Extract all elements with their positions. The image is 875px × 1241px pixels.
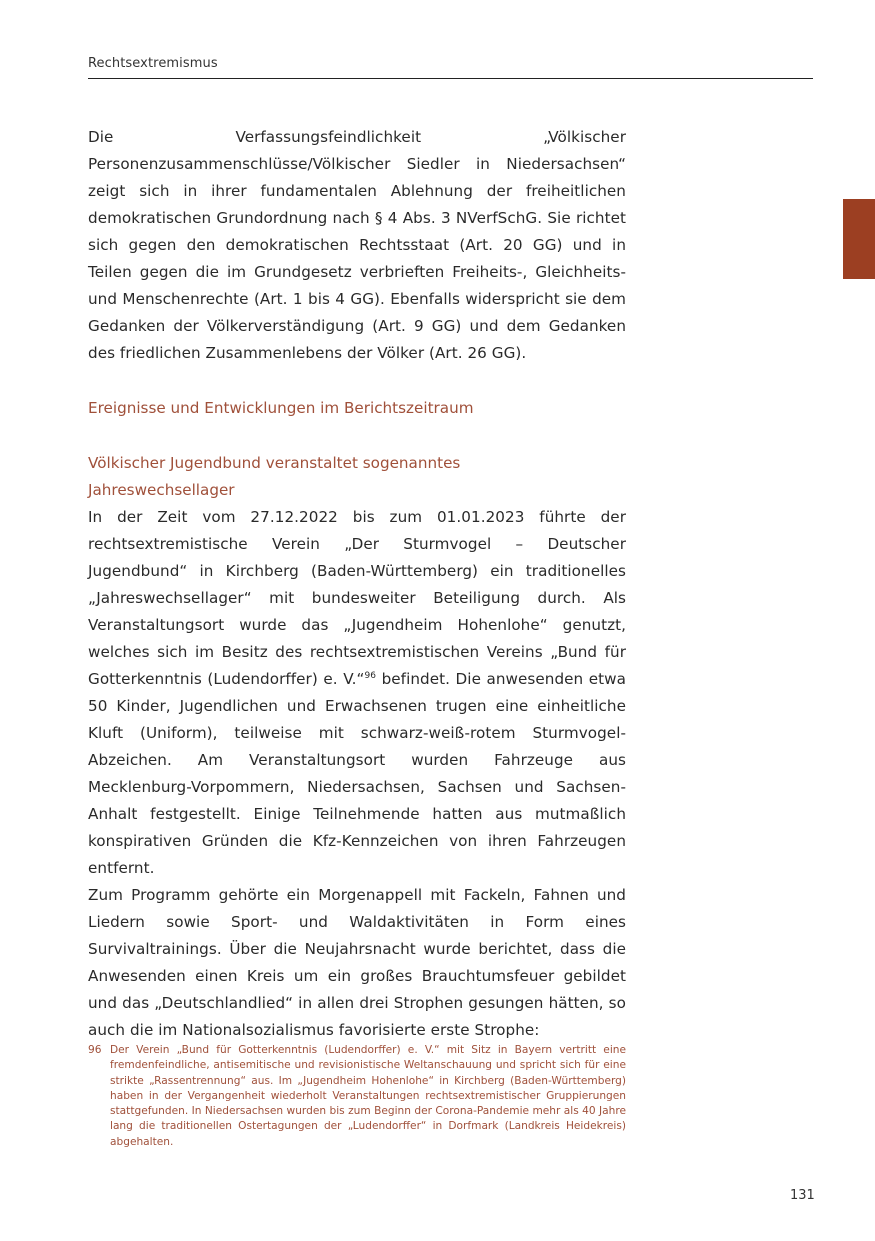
footnote-reference[interactable]: 96: [364, 671, 377, 681]
section-heading-block: [88, 395, 626, 422]
article-paragraph-2: Zum Programm gehörte ein Morgenappell mit Fackeln, Fahnen und Liedern sowie Sport- und Waldaktivitäten in Form eines Survivaltrainings. Über die Neujahrsnacht wurde berichtet, dass die Anwesenden einen Kreis um ein großes Brauchtumsfeuer gebildet und das „Deutschlandlied“ in allen drei Strophen gesungen hätten, so auch die im Nationalsozialismus favorisierte erste Strophe:: [88, 886, 626, 1039]
article-subheading-line1: Völkischer Jugendbund veranstaltet sogenanntes: [88, 454, 461, 472]
intro-block: [88, 124, 626, 367]
footnote-text: Der Verein „Bund für Gotterkenntnis (Ludendorffer) e. V.“ mit Sitz in Bayern vertritt eine fremdenfeindliche, antisemitische und revisionistische Weltanschauung und spricht sich für eine strikte „Rassentrennung“ aus. Im „Jugendheim Hohenlohe“ in Kirchberg (Baden-Württemberg) haben in der Vergangenheit wiederholt Veranstaltungen rechtsextremistischer Gruppierungen stattgefunden. In Niedersachsen wurden bis zum Beginn der Corona-Pandemie mehr als 40 Jahre lang die traditionellen Ostertagungen der „Ludendorffer“ in Dorfmark (Landkreis Heidekreis) abgehalten.: [110, 1044, 626, 1148]
section-heading: Ereignisse und Entwicklungen im Berichtszeitraum: [88, 399, 474, 417]
header-rule: [88, 78, 813, 79]
article-subheading-line2: Jahreswechsellager: [88, 481, 235, 499]
article-block: [88, 450, 626, 1044]
paragraph-1-text-a: In der Zeit vom 27.12.2022 bis zum 01.01.2023 führte der rechtsextremistische Verein „Der Sturmvogel – Deutscher Jugendbund“ in Kirchberg (Baden-Württemberg) ein traditionelles „Jahreswechsellager“ mit bundesweiter Beteiligung durch. Als Veranstaltungsort wurde das „Jugendheim Hohenlohe“ genutzt, welches sich im Besitz des rechtsextremistischen Vereins „Bund für Gotterkenntnis (Ludendorffer) e. V.“: [88, 508, 626, 688]
chapter-side-tab: [843, 199, 875, 279]
paragraph-1-text-b: befindet. Die anwesenden etwa 50 Kinder, Jugendlichen und Erwachsenen trugen eine einheitliche Kluft (Uniform), teilweise mit schwarz-weiß-rotem Sturmvogel-Abzeichen. Am Veranstaltungsort wurden Fahrzeuge aus Mecklenburg-Vorpommern, Niedersachsen, Sachsen und Sachsen-Anhalt festgestellt. Einige Teilnehmende hatten aus mutmaßlich konspirativen Gründen die Kfz-Kennzeichen von ihren Fahrzeugen entfernt.: [88, 670, 626, 877]
article-paragraph-1: [88, 504, 626, 882]
intro-paragraph: Die Verfassungsfeindlichkeit „Völkischer Personenzusammenschlüsse/Völkischer Siedler in Niedersachsen“ zeigt sich in ihrer fundamentalen Ablehnung der freiheitlichen demokratischen Grundordnung nach § 4 Abs. 3 NVerfSchG. Sie richtet sich gegen den demokratischen Rechtsstaat (Art. 20 GG) und in Teilen gegen die im Grundgesetz verbrieften Freiheits-, Gleichheits- und Menschenrechte (Art. 1 bis 4 GG). Ebenfalls widerspricht sie dem Gedanken der Völkerverständigung (Art. 9 GG) und dem Gedanken des friedlichen Zusammenlebens der Völker (Art. 26 GG).: [88, 128, 626, 362]
page-number: 131: [790, 1188, 815, 1203]
footnote-number: 96: [88, 1044, 102, 1056]
footnote: [88, 1043, 626, 1150]
running-head-title: Rechtsextremismus: [88, 56, 218, 71]
